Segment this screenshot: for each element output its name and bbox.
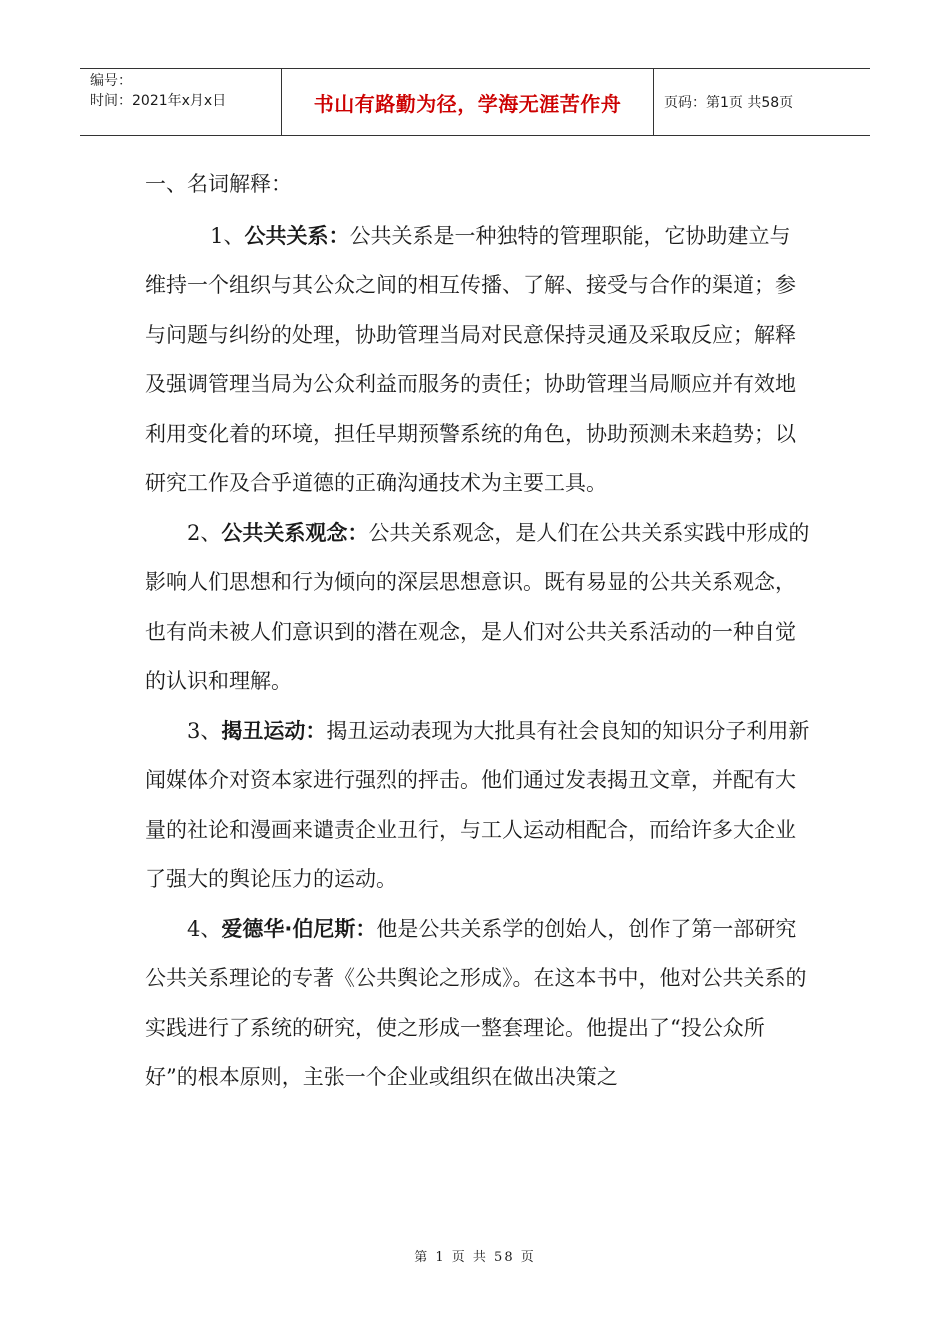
paragraph-index: 1、 (210, 223, 245, 248)
paragraph-index: 4、 (187, 916, 222, 941)
defined-term: 爱德华·伯尼斯： (221, 916, 377, 941)
motto-text: 书山有路勤为径，学海无涯苦作舟 (313, 91, 622, 116)
number-label: 编号： (90, 73, 132, 89)
definition-text: 他是公共关系学的创始人，创作了第一部研究公共关系理论的专著《公共舆论之形成》。在这本书中，他对公共关系的实践进行了系统的研究，使之形成一整套理论。他提出了“投公众所好”的根本原则，主张一个企业或组织在做出决策之 (145, 916, 807, 1089)
page-info-text: 页码：第1页 共58页 (664, 95, 794, 111)
paragraph-index: 2、 (187, 520, 222, 545)
definition-text: 公共关系观念，是人们在公共关系实践中形成的影响人们思想和行为倾向的深层思想意识。既有易显的公共关系观念，也有尚未被人们意识到的潜在观念，是人们对公共关系活动的一种自觉的认识和理解。 (145, 520, 810, 693)
header-page-info (654, 69, 870, 135)
definition-paragraph (145, 707, 810, 905)
defined-term: 揭丑运动： (221, 718, 327, 743)
section-title: 一、名词解释： (145, 172, 292, 196)
defined-term: 公共关系： (244, 223, 350, 248)
definition-paragraph (145, 509, 810, 707)
definition-paragraph (145, 905, 810, 1103)
definition-paragraph (145, 212, 810, 509)
definition-text: 揭丑运动表现为大批具有社会良知的知识分子利用新闻媒体介对资本家进行强烈的抨击。他们通过发表揭丑文章，并配有大量的社论和漫画来谴责企业丑行，与工人运动相配合，而给许多大企业了强大的舆论压力的运动。 (145, 718, 810, 891)
page-footer: 第 1 页 共 58 页 (414, 1250, 536, 1265)
header-meta (80, 69, 282, 135)
document-body (145, 160, 810, 1103)
document-header (80, 68, 870, 136)
defined-term: 公共关系观念： (221, 520, 369, 545)
time-label: 时间：2021年x月x日 (90, 93, 227, 109)
paragraph-index: 3、 (187, 718, 222, 743)
header-motto-cell (282, 69, 654, 135)
definition-text: 公共关系是一种独特的管理职能，它协助建立与维持一个组织与其公众之间的相互传播、了解、接受与合作的渠道；参与问题与纠纷的处理，协助管理当局对民意保持灵通及采取反应；解释及强调管理当局为公众利益而服务的责任；协助管理当局顺应并有效地利用变化着的环境，担任早期预警系统的角色，协助预测未来趋势；以研究工作及合乎道德的正确沟通技术为主要工具。 (145, 223, 796, 495)
